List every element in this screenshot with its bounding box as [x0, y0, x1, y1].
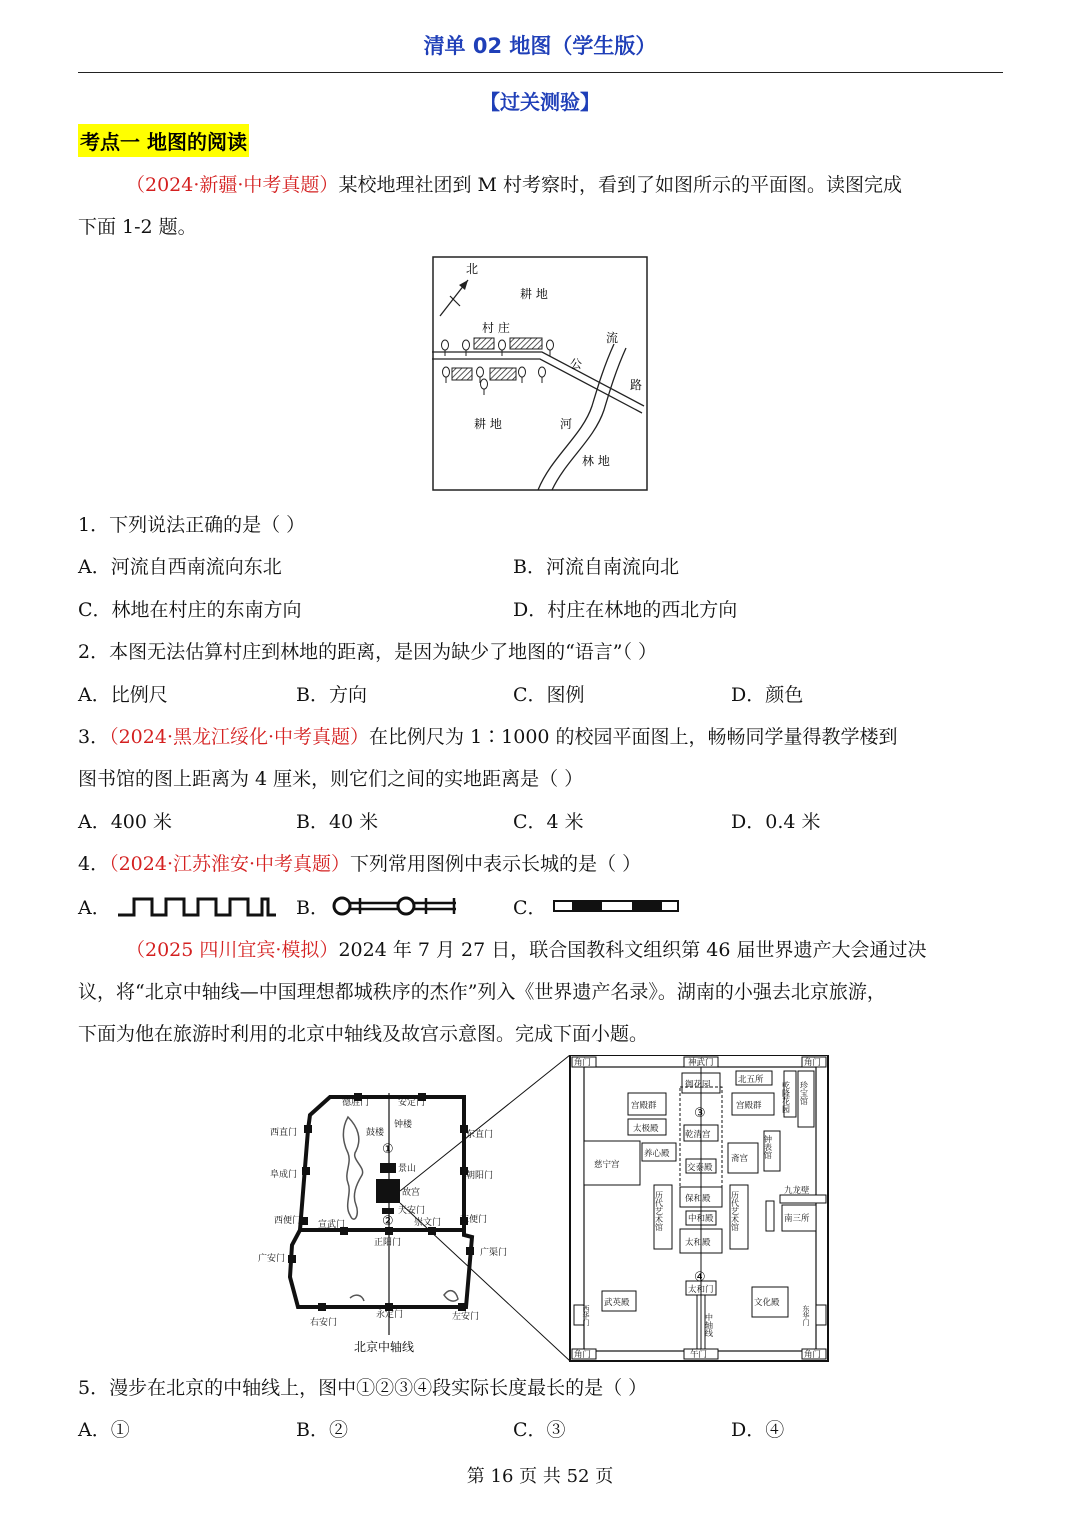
- intro1-text: 某校地理社团到 M 村考察时，看到了如图所示的平面图。读图完成: [338, 174, 902, 196]
- q4-option-a[interactable]: A．: [78, 897, 111, 919]
- marker-3: ③: [694, 1106, 706, 1121]
- palace-label: 太和门: [688, 1285, 714, 1295]
- corner-gate-label: 角门: [804, 1058, 822, 1068]
- q2-option-b[interactable]: B．方向: [296, 684, 367, 706]
- road-label-1: 公: [570, 357, 583, 371]
- corner-gate-label: 角门: [574, 1058, 592, 1068]
- inner-label: 鼓楼: [366, 1128, 385, 1138]
- inner-label: 故宫: [402, 1188, 421, 1198]
- gate-label: 正阳门: [374, 1238, 402, 1248]
- q2-option-c[interactable]: C．图例: [513, 684, 585, 706]
- map2-caption: 北京中轴线: [354, 1340, 415, 1354]
- q4-option-c[interactable]: C．: [513, 897, 547, 919]
- kaodian-label: 考点一 地图的阅读: [78, 124, 249, 157]
- q1-option-b[interactable]: B．河流自南流向北: [513, 556, 679, 578]
- q4-line: [78, 849, 641, 876]
- village-map: [432, 256, 648, 492]
- palace-vertical-label: 珍宝馆: [799, 1081, 809, 1105]
- intro2-source: （2025 四川宜宾·模拟）: [126, 939, 339, 961]
- gate-label: 德胜门: [342, 1098, 370, 1108]
- intro2-line3: 下面为他在旅游时利用的北京中轴线及故宫示意图。完成下面小题。: [78, 1023, 649, 1045]
- intro1-line1: [126, 170, 902, 197]
- river-label: 河: [560, 417, 573, 431]
- palace-vertical-label: 中轴线: [704, 1313, 714, 1337]
- railway-symbol-icon: [552, 895, 682, 917]
- q5-stem: 5．漫步在北京的中轴线上，图中①②③④段实际长度最长的是（ ）: [78, 1377, 648, 1399]
- header-divider: [78, 72, 1003, 73]
- palace-label: 中和殿: [688, 1214, 714, 1224]
- corner-gate-label: 角门: [574, 1350, 592, 1360]
- palace-label: 乾清宫: [685, 1130, 711, 1140]
- gate-label: 安定门: [398, 1098, 426, 1108]
- inner-label: 钟楼: [394, 1120, 413, 1130]
- q4-option-b[interactable]: B．: [296, 897, 329, 919]
- page-header-title: 清单 02 地图（学生版）: [423, 34, 657, 58]
- gate-label: 阜成门: [270, 1170, 298, 1180]
- q1-stem: 1．下列说法正确的是（ ）: [78, 514, 306, 536]
- palace-label: 保和殿: [685, 1194, 711, 1204]
- gate-label: 永定门: [376, 1310, 404, 1320]
- inner-label: 景山: [398, 1164, 417, 1174]
- palace-label: 宫殿群: [631, 1101, 657, 1111]
- flow-label: 流: [606, 331, 619, 345]
- page-footer: 第 16 页 共 52 页: [466, 1466, 614, 1487]
- great-wall-symbol-icon: [118, 893, 278, 919]
- village-label: 村 庄: [482, 321, 510, 335]
- intro2-line2: 议，将“北京中轴线—中国理想都城秩序的杰作”列入《世界遗产名录》。湖南的小强去北京旅游，: [78, 981, 886, 1003]
- palace-label: 御花园: [685, 1080, 711, 1090]
- palace-label: 养心殿: [644, 1149, 670, 1159]
- gate-label: 宣武门: [318, 1220, 346, 1230]
- marker-4: ④: [694, 1270, 706, 1285]
- q5-option-d[interactable]: D．④: [731, 1419, 785, 1441]
- palace-label: 宫殿群: [736, 1101, 762, 1111]
- gate-label: 右安门: [310, 1318, 338, 1328]
- q3-option-d[interactable]: D．0.4 米: [731, 811, 821, 833]
- marker-1: ①: [382, 1142, 394, 1157]
- intro2-line1: [126, 935, 927, 962]
- farmland-top-label: 耕 地: [520, 287, 548, 301]
- q1-option-c[interactable]: C．林地在村庄的东南方向: [78, 599, 302, 621]
- q3-text1: 在比例尺为 1∶1000 的校园平面图上，畅畅同学量得教学楼到: [369, 726, 898, 748]
- q3-option-a[interactable]: A．400 米: [78, 811, 173, 833]
- gate-label: 朝阳门: [466, 1171, 494, 1181]
- palace-vertical-label: 东华门: [802, 1305, 810, 1326]
- palace-label: 北五所: [738, 1075, 764, 1085]
- q3-line1: [78, 722, 898, 749]
- palace-label: 武英殿: [604, 1298, 630, 1308]
- corner-gate-label: 角门: [804, 1350, 822, 1360]
- gate-label: 广渠门: [480, 1248, 508, 1258]
- q5-option-c[interactable]: C．③: [513, 1419, 566, 1441]
- gate-label: 西便门: [274, 1216, 302, 1226]
- marker-2: ②: [382, 1214, 394, 1229]
- section-title: 【过关测验】: [480, 90, 600, 114]
- north-label: 北: [466, 262, 479, 276]
- palace-vertical-label: 钟表馆: [763, 1135, 773, 1159]
- palace-vertical-label: 西华门: [582, 1305, 590, 1326]
- palace-label: 文化殿: [754, 1298, 780, 1308]
- q3-source: （2024·黑龙江绥化·中考真题）: [109, 726, 370, 748]
- q3-line2: 图书馆的图上距离为 4 厘米，则它们之间的实地距离是（ ）: [78, 768, 584, 790]
- gate-label: 西直门: [270, 1128, 298, 1138]
- palace-label: 南三所: [784, 1214, 810, 1224]
- palace-label: 太极殿: [633, 1124, 659, 1134]
- q3-num: 3．: [78, 726, 110, 748]
- q4-text: 下列常用图例中表示长城的是（ ）: [350, 853, 642, 875]
- intro2-text1: 2024 年 7 月 27 日，联合国教科文组织第 46 届世界遗产大会通过决: [338, 939, 927, 961]
- q2-stem: 2．本图无法估算村庄到林地的距离，是因为缺少了地图的“语言”（ ）: [78, 641, 658, 663]
- intro1-line2: 下面 1-2 题。: [78, 216, 197, 238]
- palace-label: 九龙壁: [784, 1186, 810, 1196]
- q5-option-b[interactable]: B．②: [296, 1419, 348, 1441]
- gate-label: 左安门: [452, 1312, 480, 1322]
- q1-option-a[interactable]: A．河流自西南流向东北: [78, 556, 282, 578]
- q3-option-c[interactable]: C．4 米: [513, 811, 584, 833]
- palace-vertical-label: 乾隆花园: [781, 1081, 791, 1113]
- palace-label: 交泰殿: [687, 1163, 713, 1173]
- palace-vertical-label: 历代艺术馆: [730, 1191, 740, 1231]
- farmland-bottom-label: 耕 地: [474, 417, 502, 431]
- road-label-2: 路: [630, 378, 643, 392]
- inner-label: 天安门: [398, 1206, 426, 1216]
- gate-label: 广安门: [258, 1254, 286, 1264]
- beijing-axis-map: [258, 1055, 830, 1365]
- palace-label: 太和殿: [685, 1238, 711, 1248]
- q3-option-b[interactable]: B．40 米: [296, 811, 379, 833]
- q1-option-d[interactable]: D．村庄在林地的西北方向: [513, 599, 738, 621]
- railway-bridge-symbol-icon: [330, 893, 460, 919]
- palace-label: 慈宁宫: [594, 1160, 620, 1170]
- q2-option-a[interactable]: A．比例尺: [78, 684, 168, 706]
- palace-label: 午门: [690, 1350, 708, 1360]
- q5-option-a[interactable]: A．①: [78, 1419, 130, 1441]
- intro1-source: （2024·新疆·中考真题）: [126, 174, 339, 196]
- palace-label: 神武门: [688, 1058, 714, 1068]
- q2-option-d[interactable]: D．颜色: [731, 684, 804, 706]
- palace-label: 斋宫: [731, 1154, 749, 1164]
- gate-label: 东便门: [460, 1215, 488, 1225]
- forest-label: 林 地: [582, 454, 610, 468]
- palace-vertical-label: 历代艺术馆: [654, 1191, 664, 1231]
- gate-label: 崇文门: [414, 1218, 442, 1228]
- q4-num: 4．: [78, 853, 110, 875]
- gate-label: 东直门: [466, 1130, 494, 1140]
- q4-source: （2024·江苏淮安·中考真题）: [109, 853, 351, 875]
